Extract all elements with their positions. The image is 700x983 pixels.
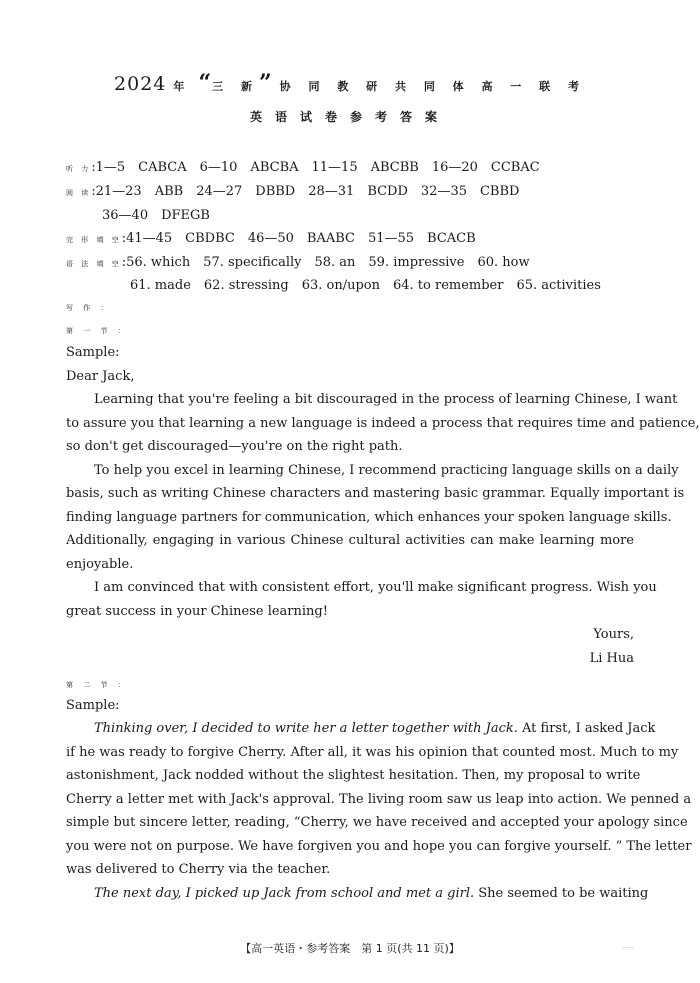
title-year: 2024 bbox=[114, 73, 167, 95]
letter-line: I am convinced that with consistent effort, you'll make significant progress. Wish you bbox=[94, 580, 657, 595]
letter-line: to assure you that learning a new language is indeed a process that requires time and patience, bbox=[66, 416, 700, 431]
label-grammar: 语 法 填 空 bbox=[66, 260, 122, 268]
label-writing: 写 作 ： bbox=[66, 304, 112, 312]
story-lead-sentence: Thinking over, I decided to write her a letter together with Jack. bbox=[94, 721, 518, 736]
letter-closing: Yours, bbox=[593, 627, 634, 642]
story-line: Cherry a letter met with Jack's approval. The living room saw us leap into action. We penned a bbox=[66, 792, 692, 807]
label-section-2: 第 二 节 ： bbox=[66, 681, 129, 689]
answer-grammar bbox=[66, 251, 530, 270]
answer-reading bbox=[66, 180, 519, 199]
title-quote-close: ” bbox=[258, 70, 273, 96]
title-rest: 协 同 教 研 共 同 体 高 一 联 考 bbox=[279, 80, 586, 93]
faint-mark: —— bbox=[622, 944, 634, 951]
label-listening: 听 力 bbox=[66, 165, 92, 173]
letter-line: To help you excel in learning Chinese, I recommend practicing language skills on a daily bbox=[94, 463, 679, 478]
letter-signature: Li Hua bbox=[589, 651, 634, 666]
title-sanxin: 三 新 bbox=[212, 80, 259, 93]
sample-2-label: Sample: bbox=[66, 698, 120, 713]
story-line bbox=[66, 886, 649, 901]
letter-line: Learning that you're feeling a bit discouraged in the process of learning Chinese, I want bbox=[94, 392, 678, 407]
story-lead-sentence-2: The next day, I picked up Jack from school and met a girl. bbox=[94, 886, 475, 901]
letter-line: basis, such as writing Chinese characters and mastering basic grammar. Equally important is bbox=[66, 486, 685, 501]
answers-grammar-1: :56. which 57. specifically 58. an 59. impressive 60. how bbox=[121, 255, 530, 270]
story-line: simple but sincere letter, reading, “Cherry, we have received and accepted your apology since bbox=[66, 815, 688, 830]
answer-cloze bbox=[66, 227, 476, 246]
page-subtitle: 英语试卷参考答案 bbox=[249, 110, 450, 124]
answers-grammar-2: 61. made 62. stressing 63. on/upon 64. to remember 65. activities bbox=[130, 278, 601, 293]
label-section-1: 第 一 节 ： bbox=[66, 327, 129, 335]
page-footer: 【高一英语・参考答案 第 1 页(共 11 页)】 bbox=[240, 942, 460, 955]
story-line: if he was ready to forgive Cherry. After all, it was his opinion that counted most. Much to my bbox=[66, 745, 679, 760]
letter-line: Additionally, engaging in various Chinese cultural activities can make learning more bbox=[66, 533, 634, 548]
answer-listening bbox=[66, 156, 540, 175]
label-reading: 阅 读 bbox=[66, 189, 92, 197]
story-line-rest-2: She seemed to be waiting bbox=[474, 886, 649, 901]
letter-line: so don't get discouraged—you're on the right path. bbox=[66, 439, 403, 454]
label-cloze: 完 形 填 空 bbox=[66, 236, 122, 244]
story-line: was delivered to Cherry via the teacher. bbox=[66, 862, 331, 877]
story-line-rest: At first, I asked Jack bbox=[517, 721, 656, 736]
letter-greeting: Dear Jack, bbox=[66, 369, 135, 384]
title-quote-open: “ bbox=[198, 70, 213, 96]
letter-line: finding language partners for communication, which enhances your spoken language skills. bbox=[66, 510, 672, 525]
answers-listening: :1—5 CABCA 6—10 ABCBA 11—15 ABCBB 16—20 CCBAC bbox=[91, 160, 540, 175]
letter-line: enjoyable. bbox=[66, 557, 134, 572]
story-line bbox=[66, 721, 656, 736]
answers-reading-1: :21—23 ABB 24—27 DBBD 28—31 BCDD 32—35 CBBD bbox=[91, 184, 520, 199]
sample-1-label: Sample: bbox=[66, 345, 120, 360]
answers-reading-2: 36—40 DFEGB bbox=[102, 208, 210, 223]
answers-cloze: :41—45 CBDBC 46—50 BAABC 51—55 BCACB bbox=[121, 231, 476, 246]
story-line: you were not on purpose. We have forgiven you and hope you can forgive yourself. ” The letter bbox=[66, 839, 692, 854]
page-title bbox=[0, 70, 700, 96]
title-nian: 年 bbox=[173, 80, 192, 93]
story-line: astonishment, Jack nodded without the slightest hesitation. Then, my proposal to write bbox=[66, 768, 641, 783]
letter-line: great success in your Chinese learning! bbox=[66, 604, 328, 619]
